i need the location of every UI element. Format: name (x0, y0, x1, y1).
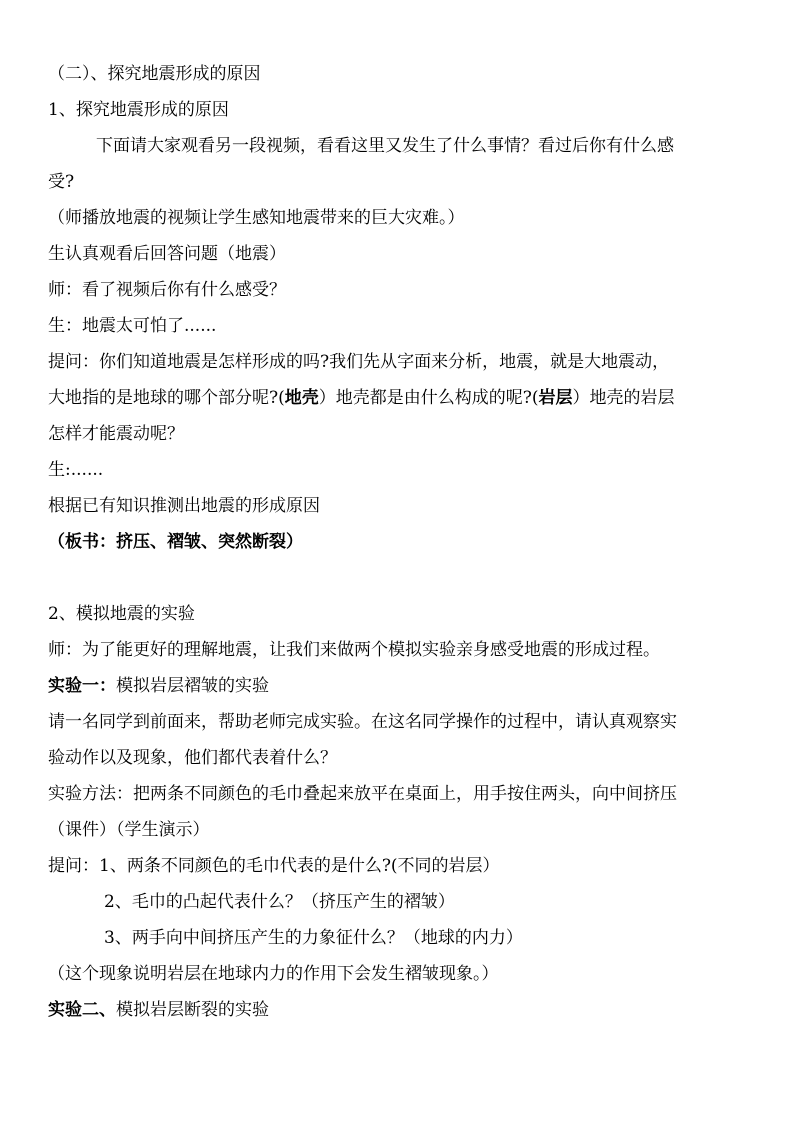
question-line2-part-c: ）地壳都是由什么构成的呢?( (318, 388, 539, 408)
item1-title: 1、探究地震形成的原因 (48, 100, 229, 120)
experiment2-title: 模拟岩层断裂的实验 (116, 1000, 269, 1020)
section-title: （二）、探究地震形成的原因 (48, 64, 261, 84)
question-line2-part-a: 大地指的是地球的哪个部分呢?( (48, 388, 285, 408)
intro-paragraph-line1: 下面请大家观看另一段视频，看看这里又发生了什么事情？看过后你有什么感 (96, 136, 674, 156)
method-line1: 实验方法：把两条不同颜色的毛巾叠起来放平在桌面上，用手按住两头，向中间挤压 (48, 784, 677, 804)
experiment1-heading (48, 668, 748, 704)
question-item3: 3、两手向中间挤压产生的力象征什么？（地球的内力） (104, 928, 523, 948)
blank-line (48, 560, 748, 596)
crust-answer: 地壳 (284, 388, 319, 408)
teacher-intro: 师：为了能更好的理解地震，让我们来做两个模拟实验亲身感受地震的形成过程。 (48, 640, 660, 660)
student-answer: 生认真观看后回答问题（地震） (48, 244, 286, 264)
invite-line2: 验动作以及现象，他们都代表着什么？ (48, 748, 337, 768)
inference-text: 根据已有知识推测出地震的形成原因 (48, 496, 320, 516)
question-item1: 提问：1、两条不同颜色的毛巾代表的是什么?(不同的岩层） (48, 856, 500, 876)
question-item2: 2、毛巾的凸起代表什么？（挤压产生的褶皱） (104, 892, 455, 912)
teacher-question: 师：看了视频后你有什么感受？ (48, 280, 286, 300)
experiment2-heading (48, 992, 748, 1028)
experiment1-label: 实验一： (48, 676, 116, 696)
question-line2 (48, 380, 748, 416)
question-line3: 怎样才能震动呢？ (48, 424, 184, 444)
invite-line1: 请一名同学到前面来，帮助老师完成实验。在这名同学操作的过程中，请认真观察实 (48, 712, 677, 732)
rock-layer-answer: 岩层 (538, 388, 573, 408)
student-dots: 生:...... (48, 460, 104, 480)
student-reply: 生：地震太可怕了...... (48, 316, 217, 336)
intro-paragraph-line2: 受? (48, 172, 75, 192)
item2-title: 2、模拟地震的实验 (48, 604, 195, 624)
experiment1-title: 模拟岩层褶皱的实验 (116, 676, 269, 696)
teacher-note: （师播放地震的视频让学生感知地震带来的巨大灾难。） (48, 208, 465, 228)
board-writing: （板书：挤压、褶皱、突然断裂） (48, 532, 303, 552)
question-line1: 提问：你们知道地震是怎样形成的吗?我们先从字面来分析，地震，就是大地震动， (48, 352, 670, 372)
document-page (48, 56, 748, 1028)
method-line2: （课件）（学生演示） (48, 820, 210, 840)
question-line2-part-e: ）地壳的岩层 (572, 388, 675, 408)
conclusion-text: （这个现象说明岩层在地球内力的作用下会发生褶皱现象。） (48, 964, 499, 984)
experiment2-label: 实验二、 (48, 1000, 116, 1020)
